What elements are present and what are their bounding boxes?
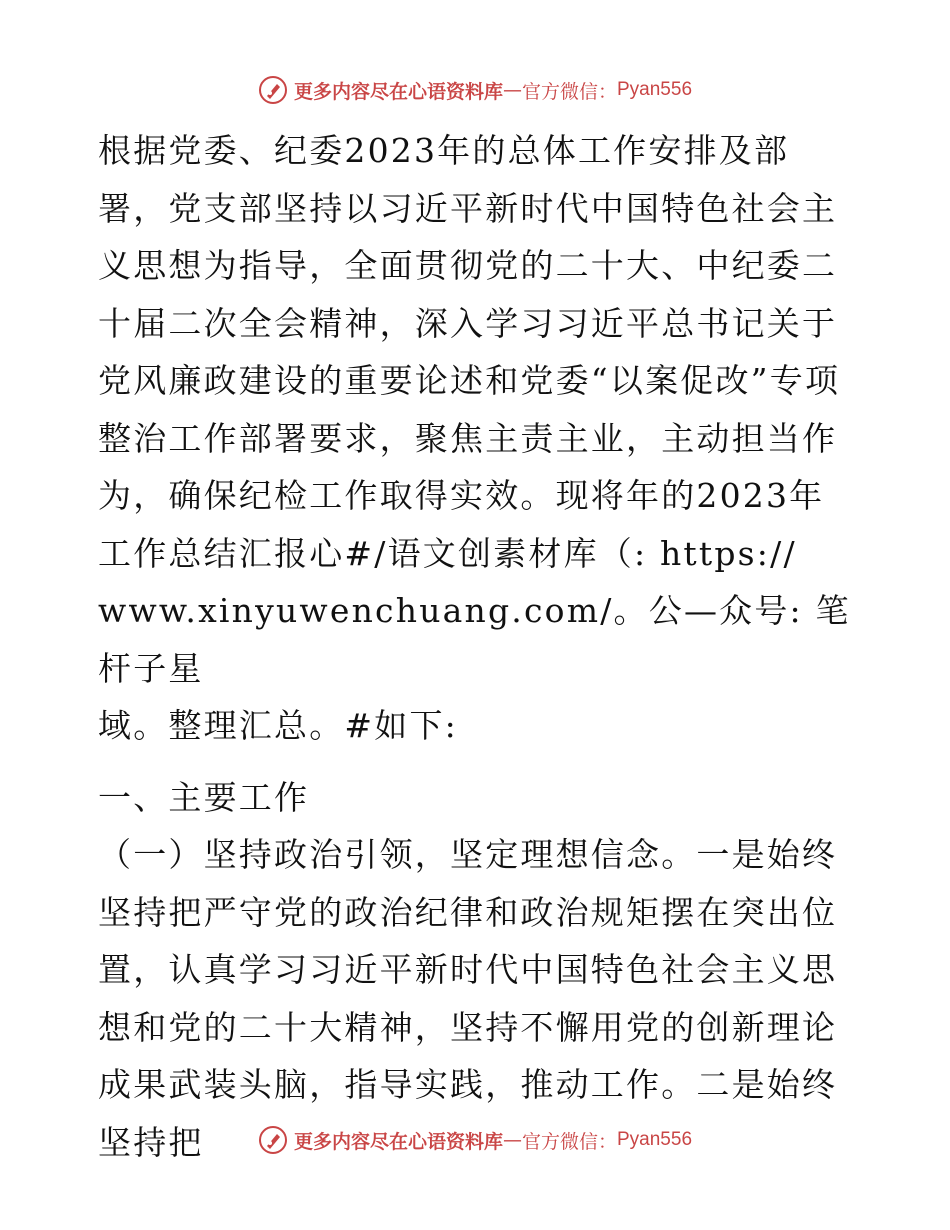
- header-watermark: [0, 70, 950, 110]
- pen-nib-logo-icon: [258, 75, 288, 105]
- intro-paragraph: [98, 122, 858, 755]
- watermark-label: 官方微信：: [521, 1130, 617, 1153]
- intro-url-line: www.xinyuwenchuang.com/。公—众号: 笔杆子星: [98, 591, 851, 688]
- intro-tail: 域。整理汇总。#如下:: [98, 706, 458, 745]
- watermark-brand: 更多内容尽在心语资料库: [293, 80, 503, 103]
- watermark-dash: —: [502, 79, 522, 101]
- footer-watermark: [0, 1120, 950, 1160]
- intro-text: 根据党委、纪委2023年的总体工作安排及部署，党支部坚持以习近平新时代中国特色社会主义思想为指导，全面贯彻党的二十大、中纪委二十届二次全会精神，深入学习习近平总书记关于党风廉政建设的重要论述和党委“以案促改”专项整治工作部署要求，聚焦主责主业，主动担当作为，确保纪检工作取得实效。现将年的2023年工作总结汇报心#/语文创素材库（: https://: [98, 131, 841, 573]
- watermark-dash: —: [502, 1129, 522, 1151]
- watermark-brand: 更多内容尽在心语资料库: [293, 1130, 503, 1153]
- pen-nib-logo-icon: [258, 1125, 288, 1155]
- watermark-label: 官方微信：: [521, 80, 617, 103]
- section-heading: 一、主要工作: [98, 777, 310, 817]
- watermark-id: Pyan556: [617, 1129, 693, 1150]
- section-paragraph: （一）坚持政治引领，坚定理想信念。一是始终坚持把严守党的政治纪律和政治规矩摆在突出位置，认真学习习近平新时代中国特色社会主义思想和党的二十大精神，坚持不懈用党的创新理论成果武装头脑，指导实践，推动工作。二是始终坚持把: [98, 835, 838, 1162]
- document-body: [98, 122, 858, 1171]
- watermark-id: Pyan556: [617, 79, 693, 100]
